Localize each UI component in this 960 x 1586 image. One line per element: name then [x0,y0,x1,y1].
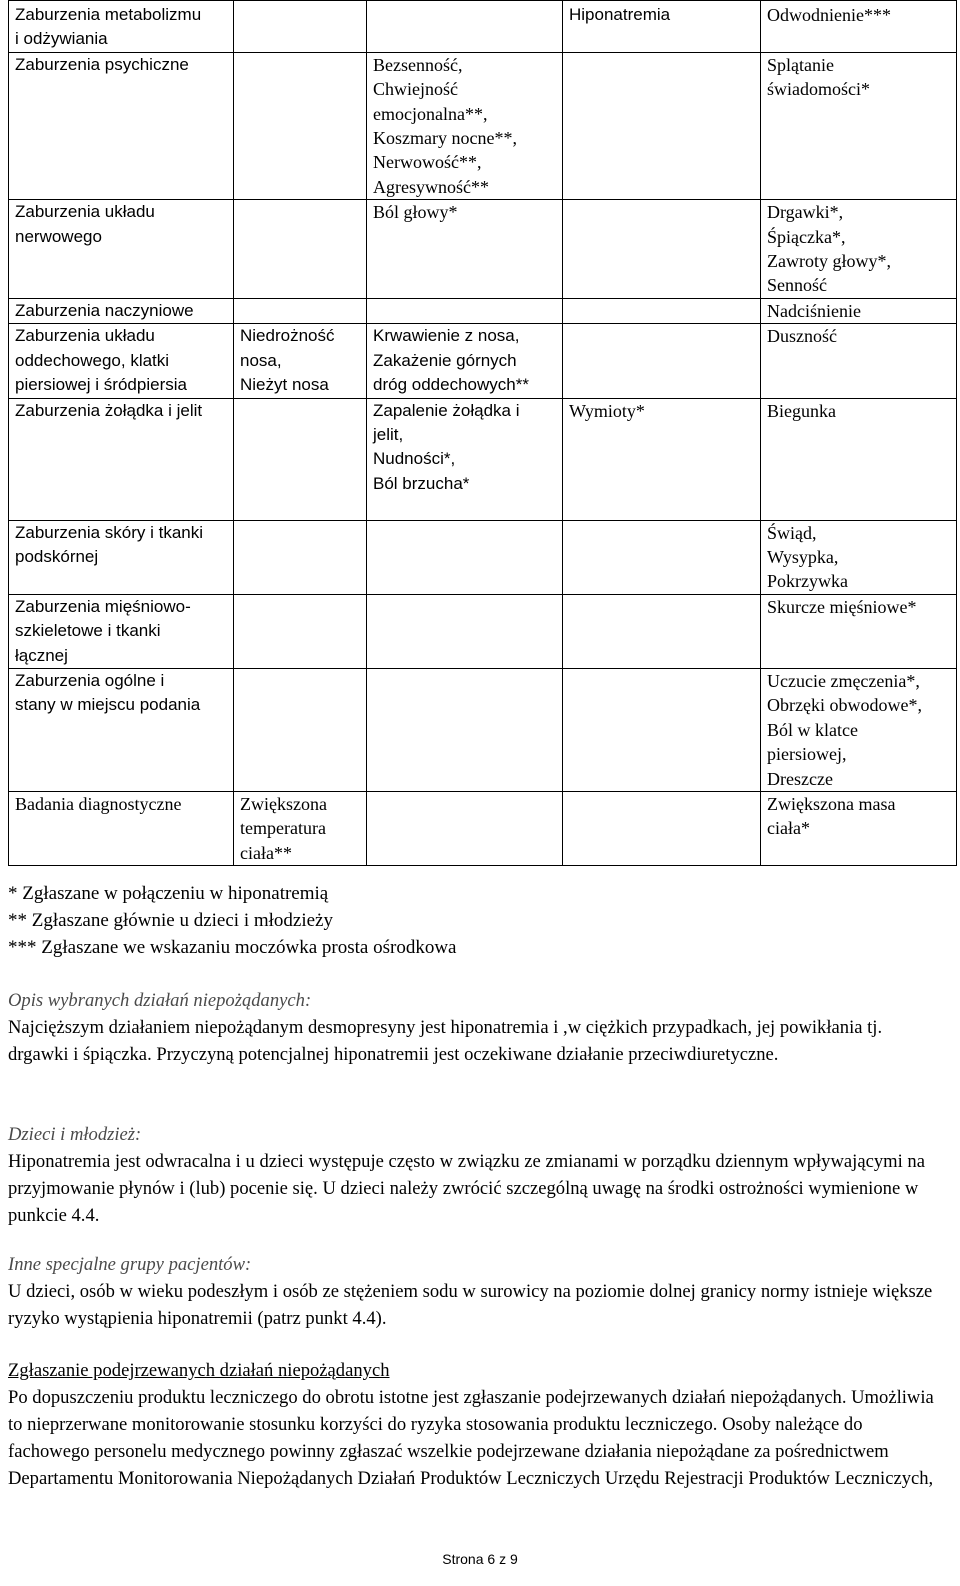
table-cell-frequency: Hiponatremia [563,1,761,53]
table-cell-frequency [367,668,563,791]
table-cell-frequency: Uczucie zmęczenia*, Obrzęki obwodowe*, Ból w klatce piersiowej, Dreszcze [761,668,957,791]
table-cell-frequency: Świąd, Wysypka, Pokrzywka [761,520,957,594]
section-heading-selected: Opis wybranych działań niepożądanych: [8,990,312,1011]
table-cell-frequency [234,398,367,520]
table-row [9,298,957,323]
table-row [9,791,957,865]
table-cell-frequency: Krwawienie z nosa, Zakażenie górnych dróg oddechowych** [367,324,563,398]
table-cell-frequency [563,594,761,668]
table-cell-frequency [367,594,563,668]
table-row [9,1,957,53]
table-cell-frequency: Odwodnienie*** [761,1,957,53]
section-heading-children: Dzieci i młodzież: [8,1124,142,1145]
table-cell-frequency [367,298,563,323]
table-cell-frequency [234,594,367,668]
table-row [9,324,957,398]
table-cell-frequency: Zapalenie żołądka i jelit, Nudności*, Ból brzucha* [367,398,563,520]
table-cell-frequency [234,520,367,594]
section-body-selected: Najcięższym działaniem niepożądanym desmopresyny jest hiponatremia i ,w ciężkich przypadkach, jej powikłania tj. drgawki i śpiączka. Przyczyną potencjalnej hiponatremii jest oczekiwane działanie przeciwdiuretyczne. [8,1017,883,1065]
table-cell-organ-class: Zaburzenia mięśniowo- szkieletowe i tkanki łącznej [9,594,234,668]
table-cell-frequency [367,1,563,53]
table-cell-frequency [563,791,761,865]
table-row [9,520,957,594]
table-cell-organ-class: Zaburzenia skóry i tkanki podskórnej [9,520,234,594]
table-cell-frequency: Splątanie świadomości* [761,52,957,199]
section-heading-other: Inne specjalne grupy pacjentów: [8,1254,252,1275]
table-cell-frequency: Bezsenność, Chwiejność emocjonalna**, Koszmary nocne**, Nerwowość**, Agresywność** [367,52,563,199]
adverse-reactions-table [8,0,957,866]
table-row [9,200,957,299]
table-cell-organ-class: Zaburzenia naczyniowe [9,298,234,323]
section-heading-reporting: Zgłaszanie podejrzewanych działań niepożądanych [8,1360,390,1381]
table-cell-frequency: Biegunka [761,398,957,520]
section-children [8,1121,943,1229]
table-cell-frequency [563,324,761,398]
table-row [9,668,957,791]
table-row [9,594,957,668]
table-cell-frequency [563,52,761,199]
table-row [9,398,957,520]
section-body-reporting: Po dopuszczeniu produktu leczniczego do obrotu istotne jest zgłaszanie podejrzewanych działań niepożądanych. Umożliwia to nieprzerwane monitorowanie stosunku korzyści do ryzyka stosowania produktu leczniczego. Osoby należące do fachowego personelu medycznego powinny zgłaszać wszelkie podejrzewane działania niepożądane za pośrednictwem Departamentu Monitorowania Niepożądanych Działań Produktów Leczniczych Urzędu Rejestracji Produktów Leczniczych, [8,1387,934,1489]
section-reporting [8,1357,943,1492]
table-row [9,52,957,199]
table-cell-organ-class: Badania diagnostyczne [9,791,234,865]
table-cell-frequency: Skurcze mięśniowe* [761,594,957,668]
table-cell-frequency: Duszność [761,324,957,398]
footnote-3: *** Zgłaszane we wskazaniu moczówka prosta ośrodkowa [8,937,457,958]
table-cell-frequency [234,200,367,299]
table-cell-frequency [367,520,563,594]
table-cell-organ-class: Zaburzenia układu nerwowego [9,200,234,299]
table-cell-frequency: Ból głowy* [367,200,563,299]
table-cell-frequency [234,668,367,791]
table-cell-frequency [563,668,761,791]
table-cell-frequency: Zwiększona temperatura ciała** [234,791,367,865]
table-cell-organ-class: Zaburzenia żołądka i jelit [9,398,234,520]
footnote-1: * Zgłaszane w połączeniu w hiponatremią [8,883,329,904]
section-body-children: Hiponatremia jest odwracalna i u dzieci występuje często w związku ze zmianami w porządku dziennym wpływającymi na przyjmowanie płynów i (lub) pocenie się. U dzieci należy zwrócić szczególną uwagę na środki ostrożności wymienione w punkcie 4.4. [8,1151,925,1226]
section-selected-reactions [8,987,943,1068]
table-cell-frequency: Zwiększona masa ciała* [761,791,957,865]
table-cell-frequency: Wymioty* [563,398,761,520]
table-cell-frequency: Niedrożność nosa, Nieżyt nosa [234,324,367,398]
table-cell-frequency [234,52,367,199]
table-cell-frequency [563,520,761,594]
table-cell-frequency: Drgawki*, Śpiączka*, Zawroty głowy*, Senność [761,200,957,299]
footnote-2: ** Zgłaszane głównie u dzieci i młodzieży [8,910,333,931]
section-other-groups [8,1251,943,1332]
table-cell-organ-class: Zaburzenia psychiczne [9,52,234,199]
section-body-other: U dzieci, osób w wieku podeszłym i osób ze stężeniem sodu w surowicy na poziomie dolnej granicy normy istnieje większe ryzyko wystąpienia hiponatremii (patrz punkt 4.4). [8,1281,933,1329]
page-number: Strona 6 z 9 [442,1551,518,1567]
table-cell-frequency: Nadciśnienie [761,298,957,323]
table-cell-organ-class: Zaburzenia układu oddechowego, klatki piersiowej i śródpiersia [9,324,234,398]
table-cell-organ-class: Zaburzenia ogólne i stany w miejscu podania [9,668,234,791]
table-cell-frequency [367,791,563,865]
adverse-reactions-tbody [9,1,957,866]
table-cell-frequency [563,298,761,323]
table-cell-organ-class: Zaburzenia metabolizmu i odżywiania [9,1,234,53]
table-cell-frequency [563,200,761,299]
table-cell-frequency [234,1,367,53]
table-cell-frequency [234,298,367,323]
